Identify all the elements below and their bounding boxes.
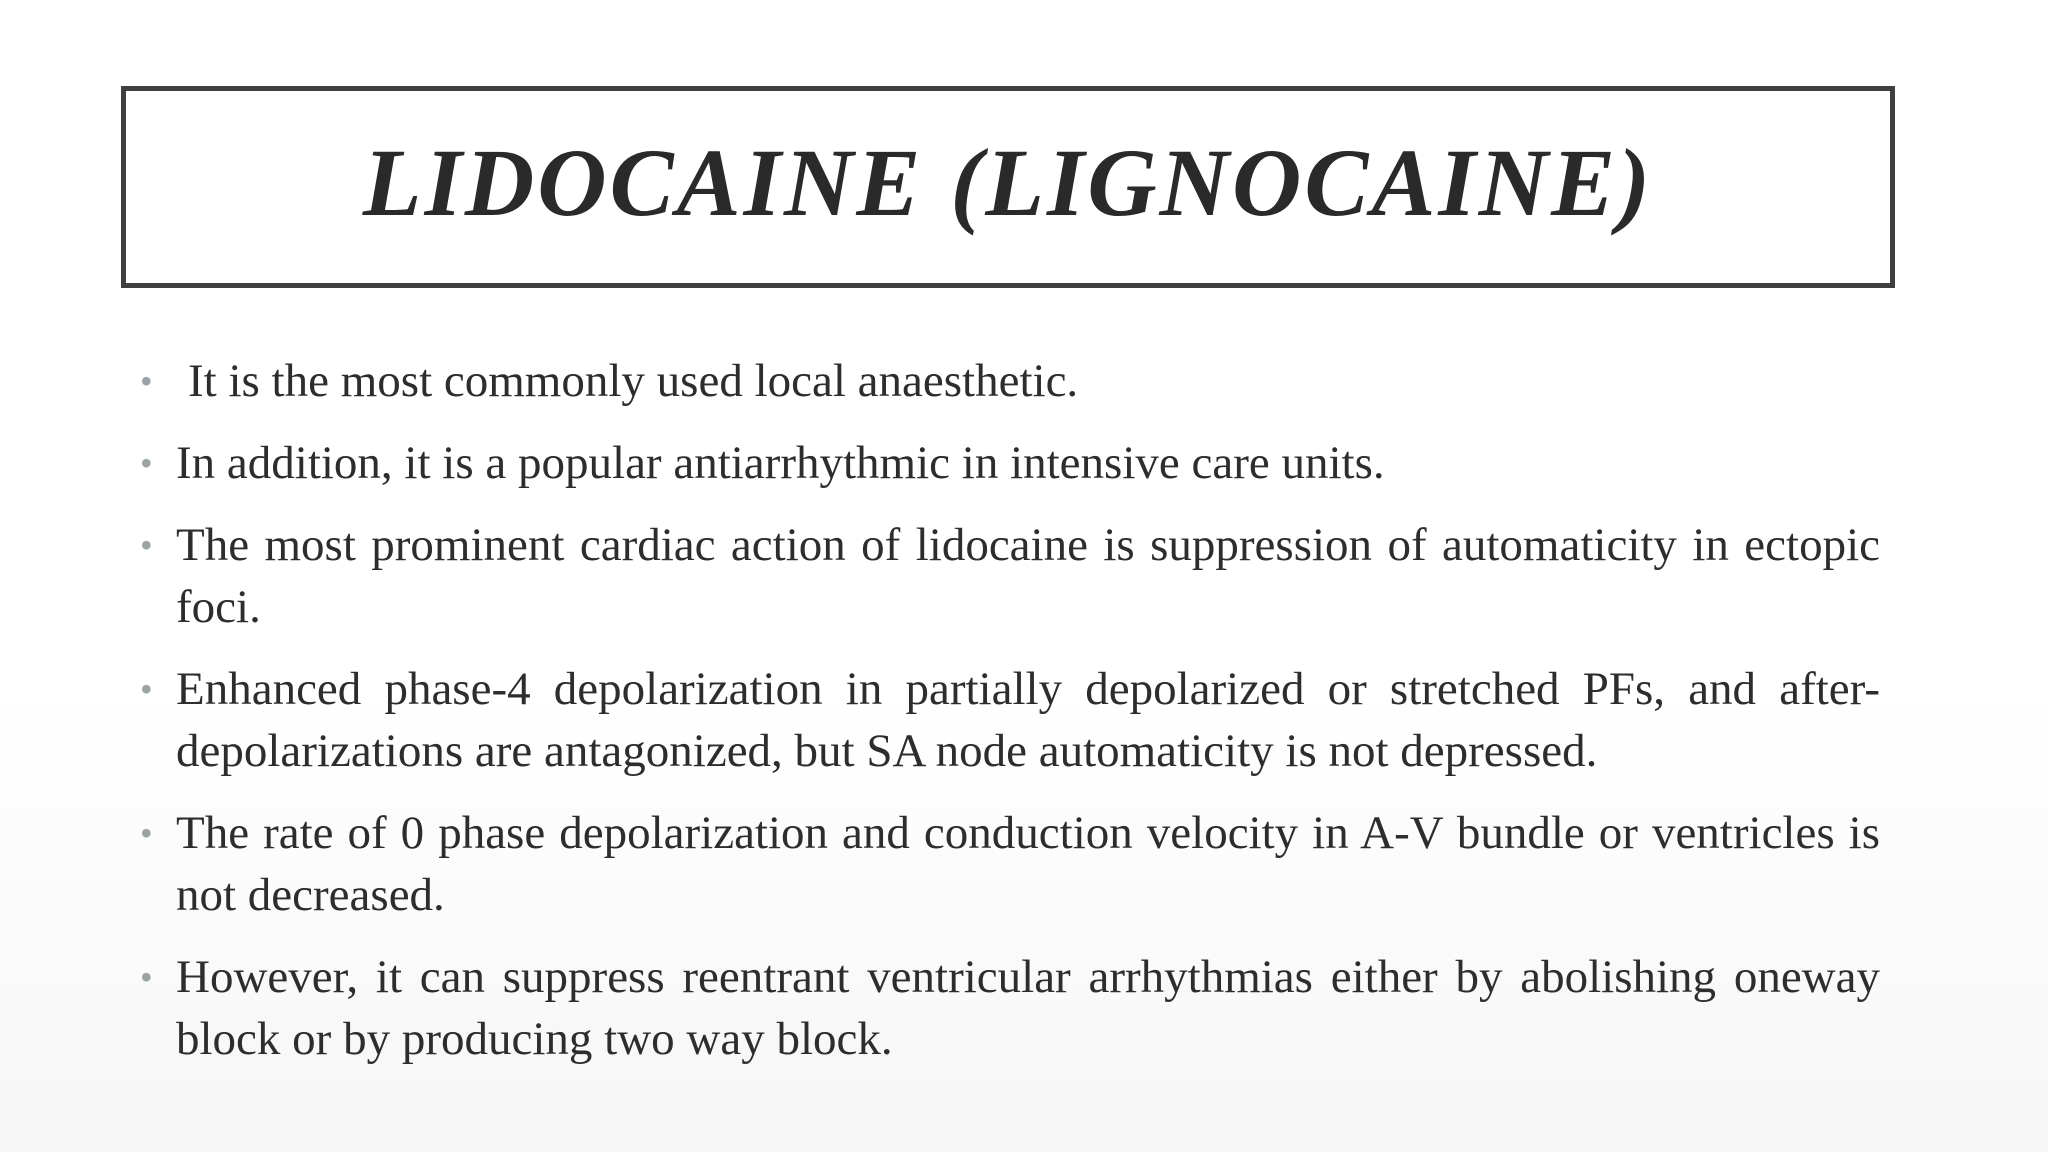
bullet-text: However, it can suppress reentrant ventricular arrhythmias either by abolishing oneway block or by producing two way block. [176, 951, 1880, 1065]
bullet-dot-icon: • [140, 957, 153, 997]
bullet-text: It is the most commonly used local anaesthetic. [188, 355, 1079, 407]
bullet-item [140, 802, 1880, 926]
bullet-text: The rate of 0 phase depolarization and conduction velocity in A-V bundle or ventricles is not decreased. [176, 807, 1880, 921]
bullet-text: The most prominent cardiac action of lidocaine is suppression of automaticity in ectopic foci. [176, 519, 1880, 633]
bullet-dot-icon: • [140, 525, 153, 565]
bullet-text: Enhanced phase-4 depolarization in partially depolarized or stretched PFs, and after-depolarizations are antagonized, but SA node automaticity is not depressed. [176, 663, 1880, 777]
bullet-dot-icon: • [140, 813, 153, 853]
bullet-dot-icon: • [140, 443, 153, 483]
bullet-item [140, 350, 1880, 412]
bullet-item [140, 514, 1880, 638]
bullet-item [140, 946, 1880, 1070]
title-box [121, 86, 1895, 288]
bullet-item [140, 658, 1880, 782]
bullet-dot-icon: • [140, 361, 153, 401]
bullet-list [140, 350, 1880, 1090]
bullet-dot-icon: • [140, 669, 153, 709]
bullet-text: In addition, it is a popular antiarrhythmic in intensive care units. [176, 437, 1385, 489]
slide-title: LIDOCAINE (LIGNOCAINE) [362, 129, 1654, 236]
bullet-item [140, 432, 1880, 494]
